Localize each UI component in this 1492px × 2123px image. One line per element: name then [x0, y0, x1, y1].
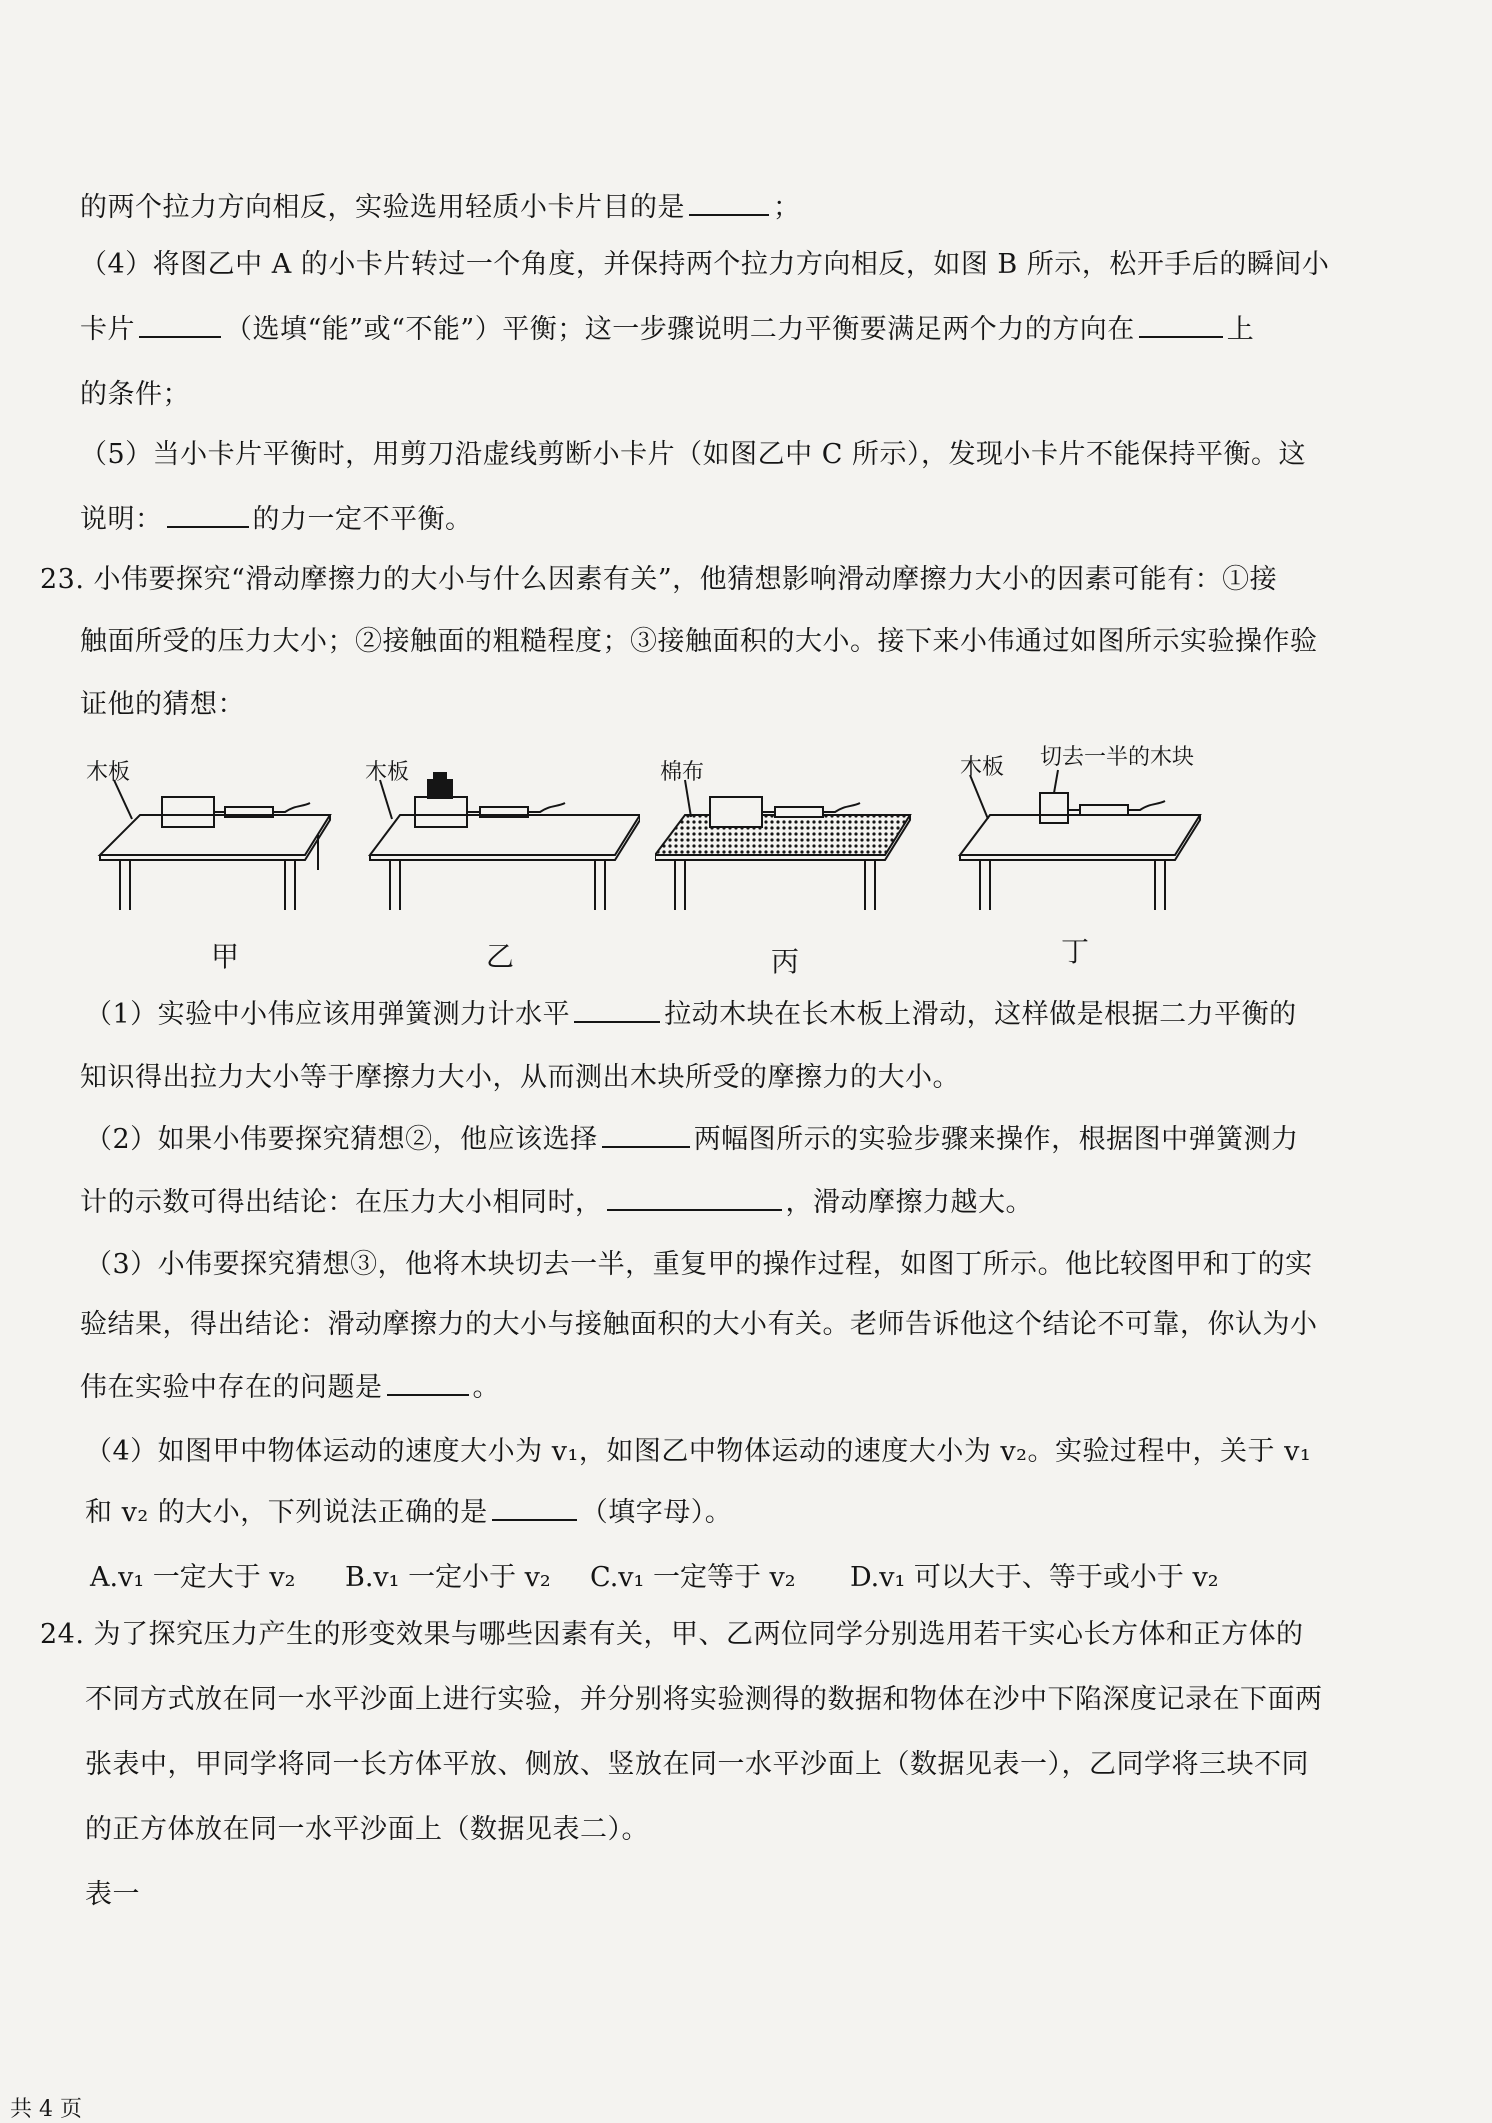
text-line-12: （2）如果小伟要探究猜想②，他应该选择 两幅图所示的实验步骤来操作，根据图中弹簧测力 — [85, 1120, 1432, 1160]
answer-blank[interactable] — [139, 310, 221, 338]
answer-blank[interactable] — [492, 1493, 577, 1521]
text-line-11: 知识得出拉力大小等于摩擦力大小，从而测出木块所受的摩擦力的大小。 — [80, 1062, 960, 1093]
half-block-label: 切去一半的木块 — [1040, 745, 1195, 770]
figure-caption: 丙 — [770, 945, 799, 978]
answer-blank[interactable] — [1139, 310, 1223, 338]
table-one-label: 表一 — [85, 1879, 140, 1910]
text-line-9: 证他的猜想： — [80, 689, 245, 720]
text-line-4: 的条件； — [80, 379, 190, 410]
figure-yi — [360, 735, 640, 975]
text-line-17: （4）如图甲中物体运动的速度大小为 v₁，如图乙中物体运动的速度大小为 v₂。实验过程中，关于 v₁ — [85, 1436, 1312, 1467]
text-line-10: （1）实验中小伟应该用弹簧测力计水平 拉动木块在长木板上滑动，这样做是根据二力平衡的 — [85, 995, 1432, 1035]
page-footer: 共 4 页 — [10, 2097, 82, 2122]
figure-bing — [655, 735, 935, 978]
text-line-3: 卡片 （选填“能”或“不能”）平衡；这一步骤说明二力平衡要满足两个力的方向在 上 — [80, 310, 1432, 350]
text-line-6: 说明： 的力一定不平衡。 — [80, 500, 1432, 540]
option-d[interactable]: D.v₁ 可以大于、等于或小于 v₂ — [850, 1562, 1219, 1593]
text-line-21: 张表中，甲同学将同一长方体平放、侧放、竖放在同一水平沙面上（数据见表一），乙同学将三块不同 — [85, 1749, 1309, 1780]
figure-jia — [70, 735, 350, 975]
option-b[interactable]: B.v₁ 一定小于 v₂ — [345, 1562, 551, 1593]
text-line-15: 验结果，得出结论：滑动摩擦力的大小与接触面积的大小有关。老师告诉他这个结论不可靠，你认为小 — [80, 1309, 1318, 1340]
option-a[interactable]: A.v₁ 一定大于 v₂ — [90, 1562, 296, 1593]
surface-label: 棉布 — [660, 760, 705, 785]
answer-blank[interactable] — [167, 500, 249, 528]
answer-blank[interactable] — [387, 1368, 469, 1396]
answer-blank[interactable] — [607, 1183, 782, 1211]
figure-caption: 丁 — [1060, 935, 1089, 968]
figure-caption: 乙 — [485, 940, 514, 973]
text-line-16: 伟在实验中存在的问题是 。 — [80, 1368, 1432, 1408]
text-line-20: 不同方式放在同一水平沙面上进行实验，并分别将实验测得的数据和物体在沙中下陷深度记录在下面两 — [85, 1684, 1323, 1715]
text-line-22: 的正方体放在同一水平沙面上（数据见表二）。 — [85, 1814, 649, 1845]
text-line-2: （4）将图乙中 A 的小卡片转过一个角度，并保持两个拉力方向相反，如图 B 所示，松开手后的瞬间小 — [80, 249, 1330, 280]
text-line-14: （3）小伟要探究猜想③，他将木块切去一半，重复甲的操作过程，如图丁所示。他比较图甲和丁的实 — [85, 1249, 1313, 1280]
experiment-figures — [70, 735, 1230, 978]
figure-ding — [950, 735, 1230, 975]
question-23: 23. 小伟要探究“滑动摩擦力的大小与什么因素有关”，他猜想影响滑动摩擦力大小的因素可能有：①接 — [40, 564, 1278, 595]
text-line-8: 触面所受的压力大小；②接触面的粗糙程度；③接触面积的大小。接下来小伟通过如图所示实验操作验 — [80, 626, 1318, 657]
answer-blank[interactable] — [602, 1120, 690, 1148]
figure-caption: 甲 — [210, 940, 239, 973]
text-line-18: 和 v₂ 的大小，下列说法正确的是 （填字母）。 — [85, 1493, 1432, 1533]
question-24: 24. 为了探究压力产生的形变效果与哪些因素有关，甲、乙两位同学分别选用若干实心长方体和正方体的 — [40, 1619, 1304, 1650]
text-line-5: （5）当小卡片平衡时，用剪刀沿虚线剪断小卡片（如图乙中 C 所示），发现小卡片不能保持平衡。这 — [80, 439, 1306, 470]
surface-label: 木板 — [86, 760, 131, 785]
option-c[interactable]: C.v₁ 一定等于 v₂ — [590, 1562, 796, 1593]
surface-label: 木板 — [960, 755, 1005, 780]
text-line-13: 计的示数可得出结论：在压力大小相同时， ，滑动摩擦力越大。 — [80, 1183, 1432, 1223]
text-line-1: 的两个拉力方向相反，实验选用轻质小卡片目的是 ； — [80, 188, 1432, 228]
surface-label: 木板 — [365, 760, 410, 785]
answer-blank[interactable] — [689, 188, 769, 216]
answer-blank[interactable] — [574, 995, 660, 1023]
